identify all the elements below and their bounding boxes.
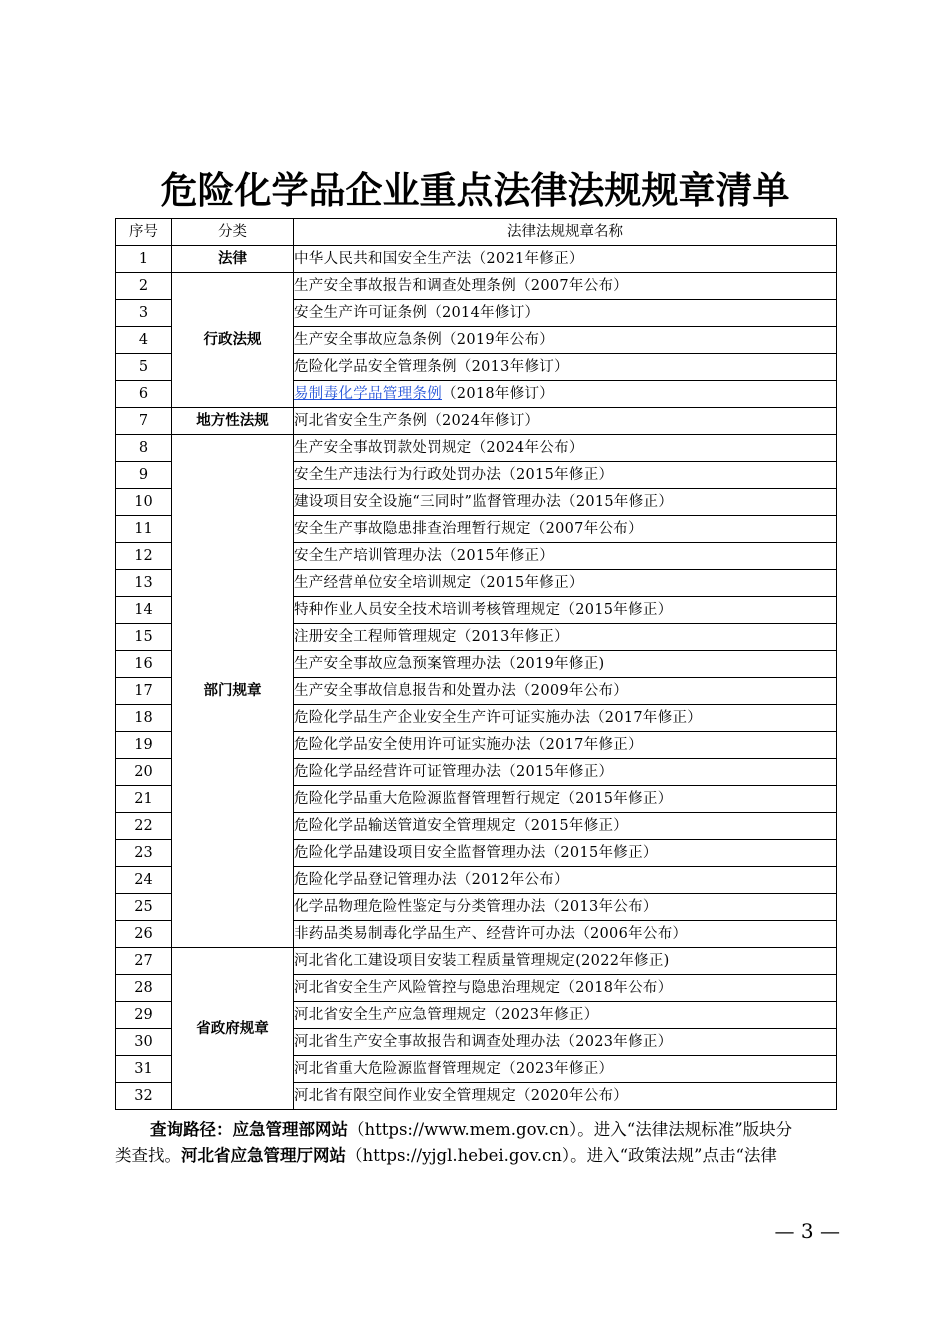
query-path-text-1: 进入“法律法规标准”版块分 [593,1120,793,1139]
row-seq: 30 [116,1029,172,1056]
row-regulation-name: 河北省重大危险源监督管理规定（2023年修正） [294,1056,837,1083]
row-regulation-name: 安全生产事故隐患排查治理暂行规定（2007年公布） [294,516,837,543]
row-seq: 3 [116,300,172,327]
row-seq: 25 [116,894,172,921]
row-seq: 7 [116,408,172,435]
query-path-line-2 [115,1143,836,1169]
row-seq: 18 [116,705,172,732]
table-body [116,246,837,1110]
row-seq: 24 [116,867,172,894]
row-seq: 21 [116,786,172,813]
row-seq: 10 [116,489,172,516]
table-header-row [116,219,837,246]
row-seq: 1 [116,246,172,273]
row-category: 省政府规章 [172,948,294,1110]
hebei-website-name: 河北省应急管理厅网站 [181,1146,346,1165]
row-regulation-name: 河北省安全生产风险管控与隐患治理规定（2018年公布） [294,975,837,1002]
row-seq: 29 [116,1002,172,1029]
row-seq: 31 [116,1056,172,1083]
table-row [116,948,837,975]
row-regulation-name: 生产安全事故信息报告和处置办法（2009年公布） [294,678,837,705]
row-seq: 2 [116,273,172,300]
row-regulation-name: 生产安全事故罚款处罚规定（2024年公布） [294,435,837,462]
row-seq: 14 [116,597,172,624]
row-seq: 13 [116,570,172,597]
query-path-text-3: 进入“政策法规”点击“法律 [586,1146,777,1165]
row-regulation-name: 河北省安全生产条例（2024年修订） [294,408,837,435]
header-seq: 序号 [116,219,172,246]
row-regulation-name: 河北省化工建设项目安装工程质量管理规定(2022年修正) [294,948,837,975]
row-seq: 26 [116,921,172,948]
row-regulation-name: 中华人民共和国安全生产法（2021年修正） [294,246,837,273]
row-seq: 19 [116,732,172,759]
row-seq: 11 [116,516,172,543]
row-seq: 9 [116,462,172,489]
row-regulation-name: 危险化学品输送管道安全管理规定（2015年修正） [294,813,837,840]
row-seq: 15 [116,624,172,651]
row-regulation-name: 生产安全事故应急预案管理办法（2019年修正) [294,651,837,678]
table-row [116,408,837,435]
row-regulation-name: 危险化学品建设项目安全监督管理办法（2015年修正） [294,840,837,867]
row-regulation-name: 安全生产违法行为行政处罚办法（2015年修正） [294,462,837,489]
row-seq: 4 [116,327,172,354]
query-path-paragraph [115,1117,836,1169]
regulation-suffix: （2018年修订） [442,386,555,402]
mem-website-name: 应急管理部网站 [232,1120,348,1139]
row-regulation-name: 建设项目安全设施“三同时”监督管理办法（2015年修正） [294,489,837,516]
row-seq: 12 [116,543,172,570]
regulation-link[interactable]: 易制毒化学品管理条例 [294,386,442,402]
row-regulation-name: 危险化学品登记管理办法（2012年公布） [294,867,837,894]
row-regulation-name: 注册安全工程师管理规定（2013年修正） [294,624,837,651]
mem-website-url: （https://www.mem.gov.cn）。 [348,1120,594,1139]
row-regulation-name: 危险化学品生产企业安全生产许可证实施办法（2017年修正） [294,705,837,732]
query-path-line-1 [115,1117,836,1143]
page-title: 危险化学品企业重点法律法规规章清单 [160,169,790,212]
row-regulation-name: 生产安全事故报告和调查处理条例（2007年公布） [294,273,837,300]
row-regulation-name: 河北省生产安全事故报告和调查处理办法（2023年修正） [294,1029,837,1056]
row-category: 地方性法规 [172,408,294,435]
regulations-table [115,218,837,1110]
row-regulation-name: 特种作业人员安全技术培训考核管理规定（2015年修正） [294,597,837,624]
row-seq: 20 [116,759,172,786]
row-regulation-name: 河北省安全生产应急管理规定（2023年修正） [294,1002,837,1029]
row-category: 行政法规 [172,273,294,408]
page-number: — 3 — [774,1219,840,1243]
table-row [116,435,837,462]
row-seq: 23 [116,840,172,867]
row-seq: 16 [116,651,172,678]
row-regulation-name: 安全生产培训管理办法（2015年修正） [294,543,837,570]
query-path-text-2: 类查找。 [115,1146,181,1165]
row-seq: 6 [116,381,172,408]
row-regulation-name: 非药品类易制毒化学品生产、经营许可办法（2006年公布） [294,921,837,948]
row-seq: 27 [116,948,172,975]
row-seq: 22 [116,813,172,840]
row-seq: 32 [116,1083,172,1110]
row-seq: 8 [116,435,172,462]
query-path-label: 查询路径： [150,1120,233,1139]
row-seq: 28 [116,975,172,1002]
row-regulation-name: 危险化学品经营许可证管理办法（2015年修正） [294,759,837,786]
row-regulation-name[interactable] [294,381,837,408]
row-seq: 5 [116,354,172,381]
row-regulation-name: 化学品物理危险性鉴定与分类管理办法（2013年公布） [294,894,837,921]
row-seq: 17 [116,678,172,705]
row-regulation-name: 生产安全事故应急条例（2019年公布） [294,327,837,354]
row-regulation-name: 危险化学品安全管理条例（2013年修订） [294,354,837,381]
table-row [116,246,837,273]
row-regulation-name: 安全生产许可证条例（2014年修订） [294,300,837,327]
table-row [116,273,837,300]
row-category: 法律 [172,246,294,273]
row-regulation-name: 河北省有限空间作业安全管理规定（2020年公布） [294,1083,837,1110]
header-name: 法律法规规章名称 [294,219,837,246]
header-category: 分类 [172,219,294,246]
row-regulation-name: 生产经营单位安全培训规定（2015年修正） [294,570,837,597]
row-regulation-name: 危险化学品重大危险源监督管理暂行规定（2015年修正） [294,786,837,813]
row-category: 部门规章 [172,435,294,948]
row-regulation-name: 危险化学品安全使用许可证实施办法（2017年修正） [294,732,837,759]
hebei-website-url: （https://yjgl.hebei.gov.cn）。 [346,1146,587,1165]
